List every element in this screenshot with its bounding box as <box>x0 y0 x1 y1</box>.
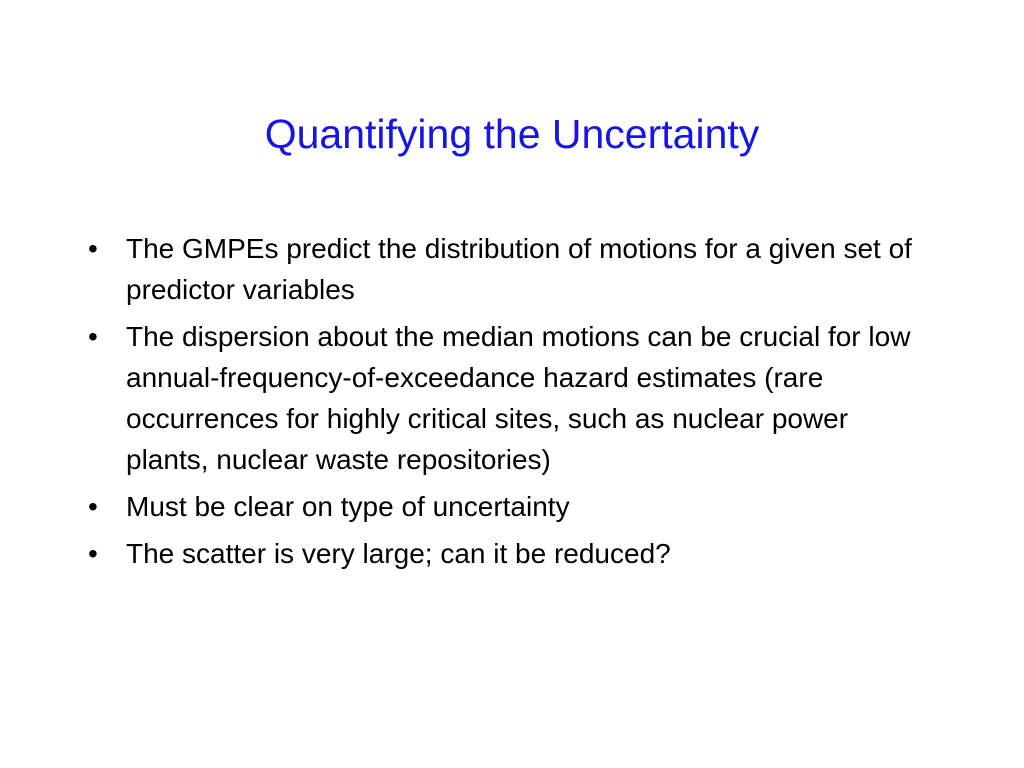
bullet-text: The GMPEs predict the distribution of motions for a given set of predictor variables <box>126 233 912 305</box>
bullet-icon: • <box>88 491 98 522</box>
slide-title: Quantifying the Uncertainty <box>264 111 760 157</box>
bullet-item <box>88 533 928 574</box>
bullet-text: The dispersion about the median motions can be crucial for low annual-frequency-of-exceedance hazard estimates (rare occurrences for highly critical sites, such as nuclear power plants, nuclear waste repositories) <box>126 321 911 475</box>
bullet-text: The scatter is very large; can it be reduced? <box>126 538 671 569</box>
bullet-item <box>88 486 928 527</box>
bullet-item <box>88 316 928 480</box>
bullet-icon: • <box>88 233 98 264</box>
bullet-list <box>88 228 928 580</box>
bullet-item <box>88 228 928 310</box>
bullet-icon: • <box>88 538 98 569</box>
bullet-icon: • <box>88 321 98 352</box>
bullet-text: Must be clear on type of uncertainty <box>126 491 570 522</box>
